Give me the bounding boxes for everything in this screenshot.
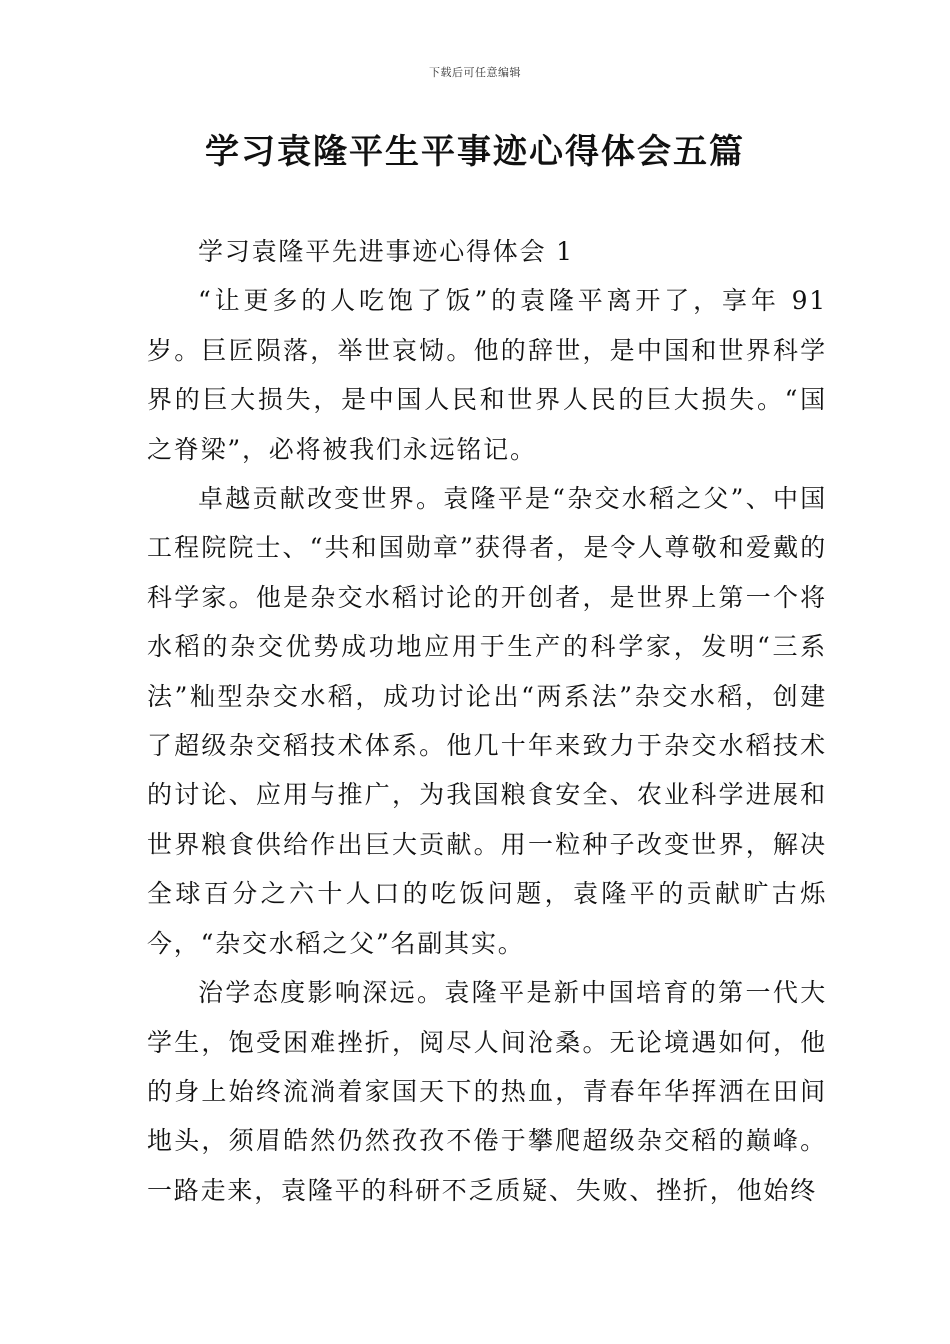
section-heading: 学习袁隆平先进事迹心得体会 1 — [198, 237, 574, 266]
paragraph: 治学态度影响深远。袁隆平是新中国培育的第一代大学生，饱受困难挫折，阅尽人间沧桑。无论境遇如何，他的身上始终流淌着家国天下的热血，青春年华挥洒在田间地头，须眉皓然仍然孜孜不倦于攀爬超级杂交稻的巅峰。一路走来，袁隆平的科研不乏质疑、失败、挫折，他始终 — [147, 978, 827, 1205]
paragraph: “让更多的人吃饱了饭”的袁隆平离开了，享年 91 岁。巨匠陨落，举世哀恸。他的辞世，是中国和世界科学界的巨大损失，是中国人民和世界人民的巨大损失。“国之脊梁”，必将被我们永远铭记。 — [147, 286, 827, 464]
header-note: 下载后可任意编辑 — [429, 66, 521, 79]
document-body — [147, 227, 827, 1215]
document-title: 学习袁隆平生平事迹心得体会五篇 — [205, 132, 745, 172]
paragraph: 卓越贡献改变世界。袁隆平是“杂交水稻之父”、中国工程院院士、“共和国勋章”获得者，是令人尊敬和爱戴的科学家。他是杂交水稻讨论的开创者，是世界上第一个将水稻的杂交优势成功地应用于生产的科学家，发明“三系法”籼型杂交水稻，成功讨论出“两系法”杂交水稻，创建了超级杂交稻技术体系。他几十年来致力于杂交水稻技术的讨论、应用与推广，为我国粮食安全、农业科学进展和世界粮食供给作出巨大贡献。用一粒种子改变世界，解决全球百分之六十人口的吃饭问题，袁隆平的贡献旷古烁今，“杂交水稻之父”名副其实。 — [147, 484, 827, 958]
